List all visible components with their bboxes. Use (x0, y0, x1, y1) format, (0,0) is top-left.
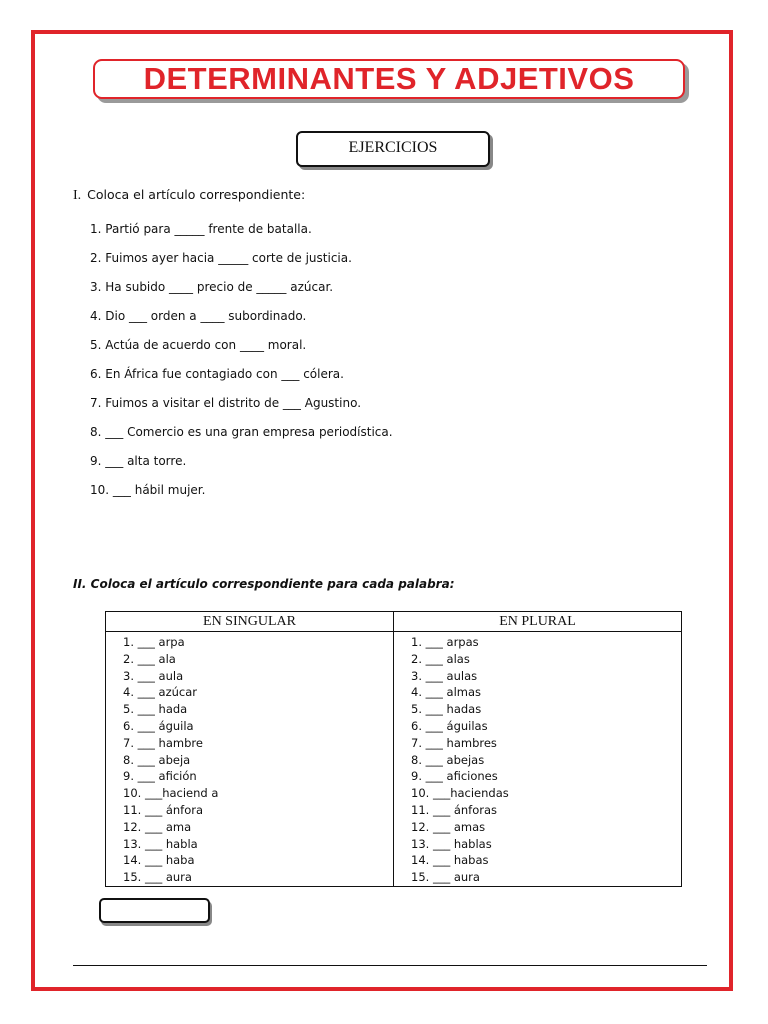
exercise-item: 1. Partió para _____ frente de batalla. (90, 222, 312, 236)
empty-label-box (99, 898, 210, 923)
list-item: 9. ___ afición (123, 769, 197, 784)
list-item: 6. ___ águila (123, 718, 194, 733)
list-item: 2. ___ ala (123, 651, 176, 666)
list-item: 7. ___ hambres (411, 735, 497, 750)
list-item: 2. ___ alas (411, 651, 470, 666)
list-item: 3. ___ aula (123, 668, 184, 683)
column-header-plural: EN PLURAL (394, 612, 682, 632)
section1-heading (73, 187, 305, 204)
exercise-item: 2. Fuimos ayer hacia _____ corte de justicia. (90, 251, 352, 265)
section1-numeral: I. (73, 188, 82, 203)
plural-list (394, 632, 681, 886)
exercise-item: 8. ___ Comercio es una gran empresa periodística. (90, 425, 393, 439)
list-item: 8. ___ abeja (123, 752, 191, 767)
list-item: 12. ___ amas (411, 819, 486, 834)
list-item: 13. ___ habla (123, 836, 198, 851)
list-item: 9. ___ aficiones (411, 769, 498, 784)
list-item: 11. ___ ánfora (123, 802, 204, 817)
list-item: 15. ___ aura (411, 870, 480, 885)
subtitle-box (296, 131, 490, 167)
list-item: 11. ___ ánforas (411, 802, 498, 817)
section2-heading: II. Coloca el artículo correspondiente para cada palabra: (73, 577, 455, 591)
list-item: 1. ___ arpa (123, 635, 185, 649)
list-item: 6. ___ águilas (411, 718, 488, 733)
section1-instruction: Coloca el artículo correspondiente: (87, 187, 306, 202)
list-item: 10. ___haciendas (411, 786, 509, 801)
singular-list (106, 632, 393, 886)
list-item: 5. ___ hadas (411, 702, 482, 717)
exercise-list (90, 221, 393, 511)
list-item: 12. ___ ama (123, 819, 192, 834)
article-table (105, 611, 682, 887)
exercise-item: 5. Actúa de acuerdo con ____ moral. (90, 338, 307, 352)
list-item: 14. ___ haba (123, 853, 195, 868)
list-item: 10. ___haciend a (123, 786, 219, 801)
list-item: 14. ___ habas (411, 853, 489, 868)
list-item: 15. ___ aura (123, 870, 192, 885)
list-item: 4. ___ azúcar (123, 685, 198, 700)
exercise-item: 3. Ha subido ____ precio de _____ azúcar. (90, 280, 334, 294)
exercise-item: 7. Fuimos a visitar el distrito de ___ Agustino. (90, 396, 362, 410)
footer-rule (73, 965, 707, 966)
subtitle: EJERCICIOS (348, 139, 438, 156)
list-item: 8. ___ abejas (411, 752, 485, 767)
exercise-item: 6. En África fue contagiado con ___ cólera. (90, 367, 344, 381)
plural-column (394, 632, 682, 887)
list-item: 4. ___ almas (411, 685, 482, 700)
list-item: 1. ___ arpas (411, 635, 479, 649)
exercise-item: 10. ___ hábil mujer. (90, 483, 206, 497)
column-header-singular: EN SINGULAR (106, 612, 394, 632)
exercise-item: 4. Dio ___ orden a ____ subordinado. (90, 309, 307, 323)
list-item: 5. ___ hada (123, 702, 188, 717)
exercise-item: 9. ___ alta torre. (90, 454, 187, 468)
page-title: DETERMINANTES Y ADJETIVOS (143, 61, 635, 96)
list-item: 3. ___ aulas (411, 668, 478, 683)
list-item: 13. ___ hablas (411, 836, 492, 851)
list-item: 7. ___ hambre (123, 735, 203, 750)
singular-column (106, 632, 394, 887)
title-banner (93, 59, 685, 99)
